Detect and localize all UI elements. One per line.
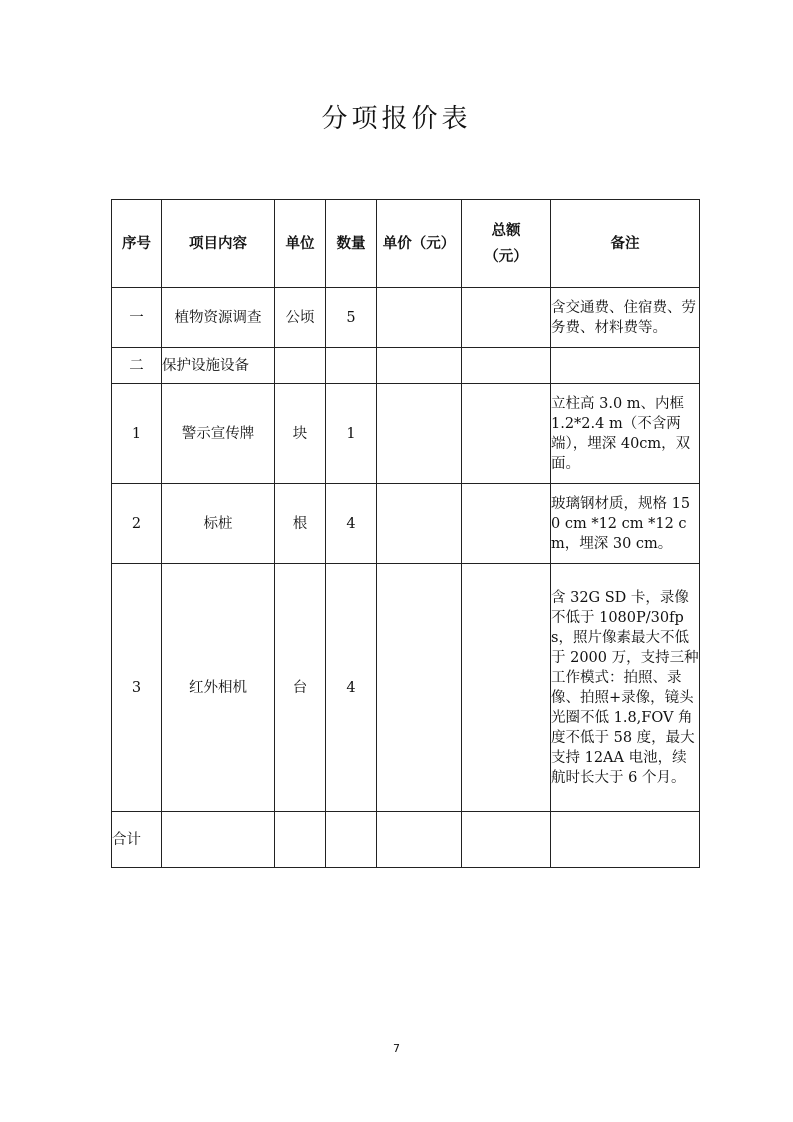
- cell-remark: 含 32G SD 卡，录像不低于 1080P/30fps，照片像素最大不低于 2000 万，支持三种工作模式：拍照、录像、拍照+录像，镜头光圈不低 1.8,FOV 角度不低于 58 度，最大支持 12AA 电池，续航时长大于 6 个月。: [551, 564, 700, 812]
- cell-unit: 台: [275, 564, 326, 812]
- table-header-row: [112, 200, 700, 288]
- header-qty: 数量: [326, 200, 377, 288]
- cell-qty: 5: [326, 288, 377, 348]
- cell-unit: [275, 348, 326, 384]
- cell-qty: [326, 348, 377, 384]
- cell-qty: 1: [326, 384, 377, 484]
- header-unit-price: 单价（元）: [377, 200, 462, 288]
- header-remark: 备注: [551, 200, 700, 288]
- header-total-line2: （元）: [484, 248, 528, 265]
- cell-unit-price: [377, 348, 462, 384]
- cell-item: 红外相机: [162, 564, 275, 812]
- cell-remark: [551, 348, 700, 384]
- cell-total: [462, 564, 551, 812]
- quote-table: [111, 199, 700, 868]
- cell-total: [462, 384, 551, 484]
- cell-qty: 4: [326, 564, 377, 812]
- cell-item: 警示宣传牌: [162, 384, 275, 484]
- page-number: 7: [393, 1042, 400, 1055]
- cell-total: [462, 348, 551, 384]
- cell-seq: 1: [112, 384, 162, 484]
- cell-empty: [275, 812, 326, 868]
- cell-unit-price: [377, 484, 462, 564]
- cell-unit-price: [377, 288, 462, 348]
- header-total: [462, 200, 551, 288]
- cell-total-label: 合计: [112, 812, 162, 868]
- cell-empty: [377, 812, 462, 868]
- header-item: 项目内容: [162, 200, 275, 288]
- cell-empty: [326, 812, 377, 868]
- cell-unit: 公顷: [275, 288, 326, 348]
- cell-empty: [162, 812, 275, 868]
- cell-remark: 玻璃钢材质，规格 150 cm *12 cm *12 cm，埋深 30 cm。: [551, 484, 700, 564]
- cell-qty: 4: [326, 484, 377, 564]
- table-row: [112, 564, 700, 812]
- cell-empty: [551, 812, 700, 868]
- cell-seq: 2: [112, 484, 162, 564]
- cell-unit-price: [377, 384, 462, 484]
- cell-item: 标桩: [162, 484, 275, 564]
- cell-unit-price: [377, 564, 462, 812]
- page-title: 分项报价表: [321, 104, 472, 134]
- table-row: [112, 484, 700, 564]
- header-total-line1: 总额: [491, 222, 521, 239]
- table-row: [112, 288, 700, 348]
- table-row: [112, 384, 700, 484]
- cell-remark: 立柱高 3.0 m、内框 1.2*2.4 m（不含两端），埋深 40cm，双面。: [551, 384, 700, 484]
- cell-seq: 3: [112, 564, 162, 812]
- cell-item: 植物资源调查: [162, 288, 275, 348]
- header-seq: 序号: [112, 200, 162, 288]
- cell-unit: 根: [275, 484, 326, 564]
- header-unit: 单位: [275, 200, 326, 288]
- cell-total: [462, 288, 551, 348]
- cell-unit: 块: [275, 384, 326, 484]
- cell-seq: 一: [112, 288, 162, 348]
- cell-item: 保护设施设备: [162, 348, 275, 384]
- table-row: [112, 348, 700, 384]
- cell-seq: 二: [112, 348, 162, 384]
- table-total-row: [112, 812, 700, 868]
- cell-remark: 含交通费、住宿费、劳务费、材料费等。: [551, 288, 700, 348]
- cell-empty: [462, 812, 551, 868]
- cell-total: [462, 484, 551, 564]
